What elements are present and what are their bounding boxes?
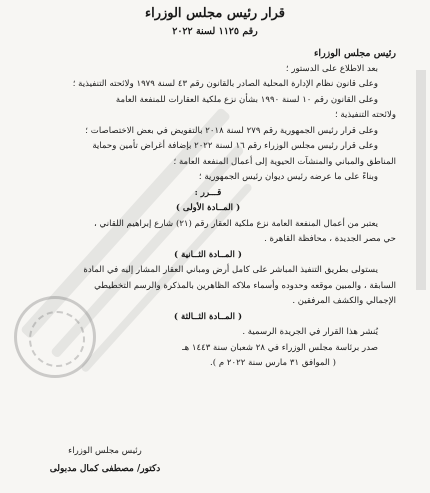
preamble-line: ولائحته التنفيذية ؛ [334,110,396,120]
preamble-line: وعلى قانون نظام الإدارة المحلية الصادر بالقانون رقم ٤٣ لسنة ١٩٧٩ ولائحته التنفيذية ؛ [72,79,378,89]
watermark-edge [416,70,426,290]
article-line: يستولى بطريق التنفيذ المباشر على كامل أرض ومباني العقار المشار إليه في المادة [83,265,378,275]
article-line: الإجمالي والكشف المرفقين . [292,296,396,306]
document-title: قرار رئيس مجلس الوزراء [144,6,286,21]
preamble-line: وبناءً على ما عرضه رئيس ديوان رئيس الجمهورية ؛ [198,172,378,182]
preamble-line: بعد الاطلاع على الدستور ؛ [285,63,378,74]
preamble-line: وعلى قرار رئيس مجلس الوزراء رقم ١٦ لسنة ٢٠٢٢ بإضافة أغراض تأمين وحماية [92,141,378,151]
issued-date: صدر برئاسة مجلس الوزراء في ٢٨ شعبان سنة ١٤٤٣ هـ [182,342,378,353]
addressee: رئيس مجلس الوزراء [313,48,396,59]
document-body [20,46,396,372]
preamble-line: وعلى القانون رقم ١٠ لسنة ١٩٩٠ بشأن نزع ملكية العقارات للمنفعة العامة [115,94,378,105]
article-heading: ( المــادة الثــانية ) [174,249,242,260]
article-line: السابقة ، والمبين موقعه وحدوده وأسماء ملاكه الظاهرين بالمذكرة والرسم التخطيطي [94,280,396,291]
issued-gregorian: ( الموافق ٣١ مارس سنة ٢٠٢٢ م ). [210,358,336,368]
article-line: يعتبر من أعمال المنفعة العامة نزع ملكية العقار رقم (٢١) شارع إبراهيم اللقاني ، [94,218,378,229]
article-line: حي مصر الجديدة ، محافظة القاهرة . [264,234,396,244]
decree-word: قـــرر : [194,187,222,198]
document-subtitle: رقم ١١٢٥ لسنة ٢٠٢٢ [172,26,258,37]
article-heading: ( المــادة الثــالثة ) [173,311,243,322]
preamble-line: المناطق والمباني والمنشآت الحيوية إلى أعمال المنفعة العامة ؛ [173,156,396,167]
preamble-line: وعلى قرار رئيس الجمهورية رقم ٢٧٩ لسنة ٢٠١٨ بالتفويض في بعض الاختصاصات ؛ [85,125,378,136]
article-line: يُنشر هذا القرار في الجريدة الرسمية . [242,327,378,337]
signature-name: دكتور/ مصطفى كمال مدبولى [49,464,161,474]
signature-title: رئيس مجلس الوزراء [68,446,142,456]
article-heading: ( المــادة الأولى ) [175,203,241,213]
